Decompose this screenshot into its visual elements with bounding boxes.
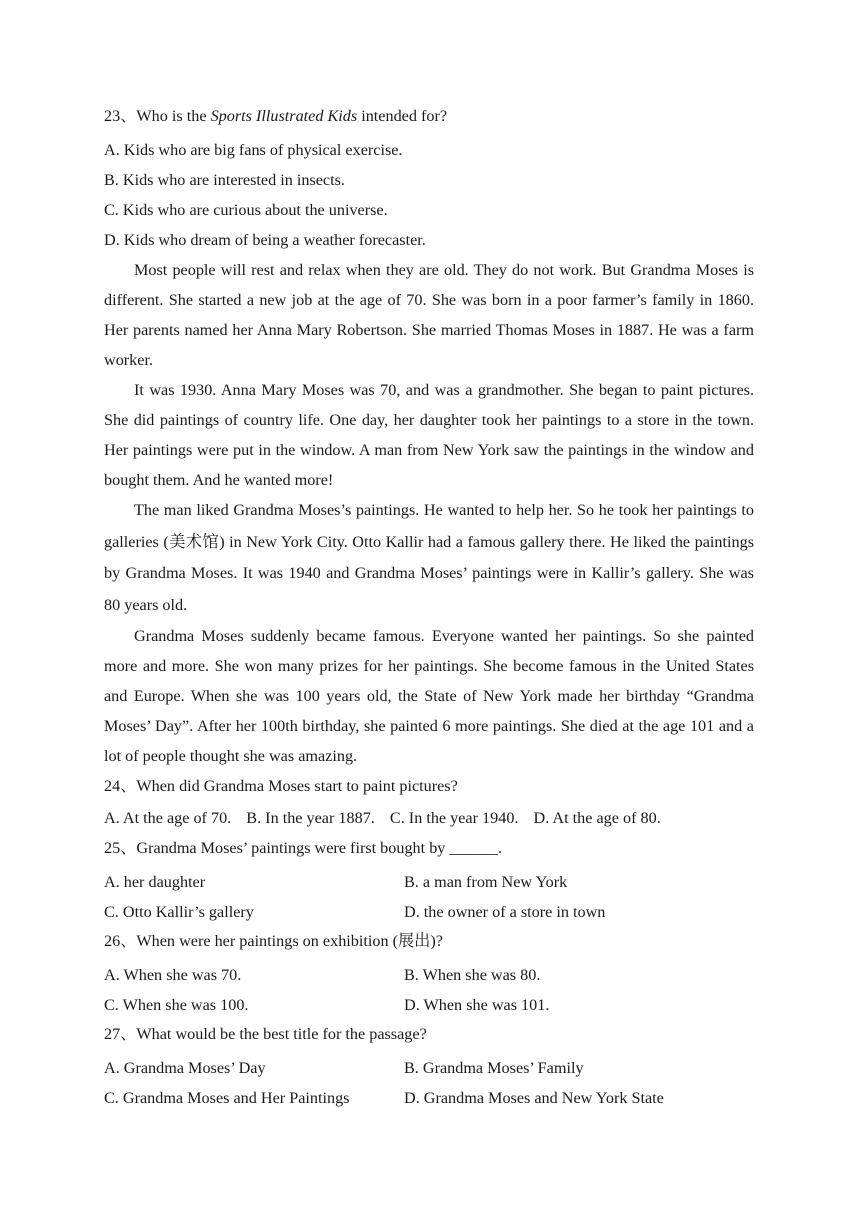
option-23-b: B. Kids who are interested in insects. — [104, 171, 345, 189]
option-26-a: A. When she was 70. — [104, 966, 242, 984]
passage-paragraph-4: Grandma Moses suddenly became famous. Everyone wanted her paintings. So she painted more and more. She won many prizes for her paintings. She become famous in the United States and Europe. When she was 100 years old, the State of New York made her birthday “Grandma Moses’ Day”. After her 100th birthday, she painted 6 more paintings. She died at the age 101 and a lot of people thought she was amazing. — [104, 627, 754, 765]
option-24-b: B. In the year 1887. — [246, 809, 375, 827]
option-25-c: C. Otto Kallir’s gallery — [104, 903, 254, 921]
question-number: 23、 — [104, 107, 137, 125]
option-25-b: B. a man from New York — [404, 873, 568, 891]
reading-passage — [104, 255, 754, 771]
option-27-b: B. Grandma Moses’ Family — [404, 1059, 584, 1077]
magazine-title: Sports Illustrated Kids — [210, 107, 358, 125]
question-26: 26、When were her paintings on exhibition (展出)? — [104, 932, 443, 950]
option-23-a: A. Kids who are big fans of physical exercise. — [104, 141, 403, 159]
option-27-a: A. Grandma Moses’ Day — [104, 1059, 266, 1077]
passage-paragraph-2: It was 1930. Anna Mary Moses was 70, and was a grandmother. She began to paint pictures. She did paintings of country life. One day, her daughter took her paintings to a store in the town. Her paintings were put in the window. A man from New York saw the paintings in the window and bought them. And he wanted more! — [104, 381, 754, 489]
option-27-c: C. Grandma Moses and Her Paintings — [104, 1089, 350, 1107]
options-25-row-1 — [104, 867, 754, 897]
worksheet-page — [104, 102, 754, 1113]
option-26-d: D. When she was 101. — [404, 996, 550, 1014]
option-23-d: D. Kids who dream of being a weather forecaster. — [104, 231, 426, 249]
question-text-pre: Who is the — [136, 107, 211, 125]
option-26-b: B. When she was 80. — [404, 966, 541, 984]
question-27: 27、What would be the best title for the passage? — [104, 1025, 427, 1043]
passage-paragraph-1: Most people will rest and relax when they are old. They do not work. But Grandma Moses is different. She started a new job at the age of 70. She was born in a poor farmer’s family in 1860. Her parents named her Anna Mary Robertson. She married Thomas Moses in 1887. He was a farm worker. — [104, 261, 754, 369]
option-24-c: C. In the year 1940. — [389, 809, 519, 827]
options-26-row-2 — [104, 990, 754, 1020]
option-25-a: A. her daughter — [104, 873, 206, 891]
options-25-row-2 — [104, 897, 754, 927]
options-24 — [104, 802, 754, 834]
question-24: 24、When did Grandma Moses start to paint pictures? — [104, 777, 458, 795]
option-23-c: C. Kids who are curious about the universe. — [104, 201, 388, 219]
passage-paragraph-3: The man liked Grandma Moses’s paintings. He wanted to help her. So he took her paintings to galleries (美术馆) in New York City. Otto Kallir had a famous gallery there. He liked the paintings by Grandma Moses. It was 1940 and Grandma Moses’ paintings were in Kallir’s gallery. She was 80 years old. — [104, 501, 754, 614]
question-text-post: intended for? — [357, 107, 448, 125]
option-24-a: A. At the age of 70. — [104, 809, 232, 827]
option-26-c: C. When she was 100. — [104, 996, 249, 1014]
option-24-d: D. At the age of 80. — [533, 809, 661, 827]
options-26-row-1 — [104, 960, 754, 990]
options-27-row-2 — [104, 1083, 754, 1113]
question-23 — [104, 102, 754, 135]
question-25: 25、Grandma Moses’ paintings were first bought by ______. — [104, 839, 503, 857]
option-25-d: D. the owner of a store in town — [404, 903, 606, 921]
option-27-d: D. Grandma Moses and New York State — [404, 1089, 664, 1107]
options-27-row-1 — [104, 1053, 754, 1083]
